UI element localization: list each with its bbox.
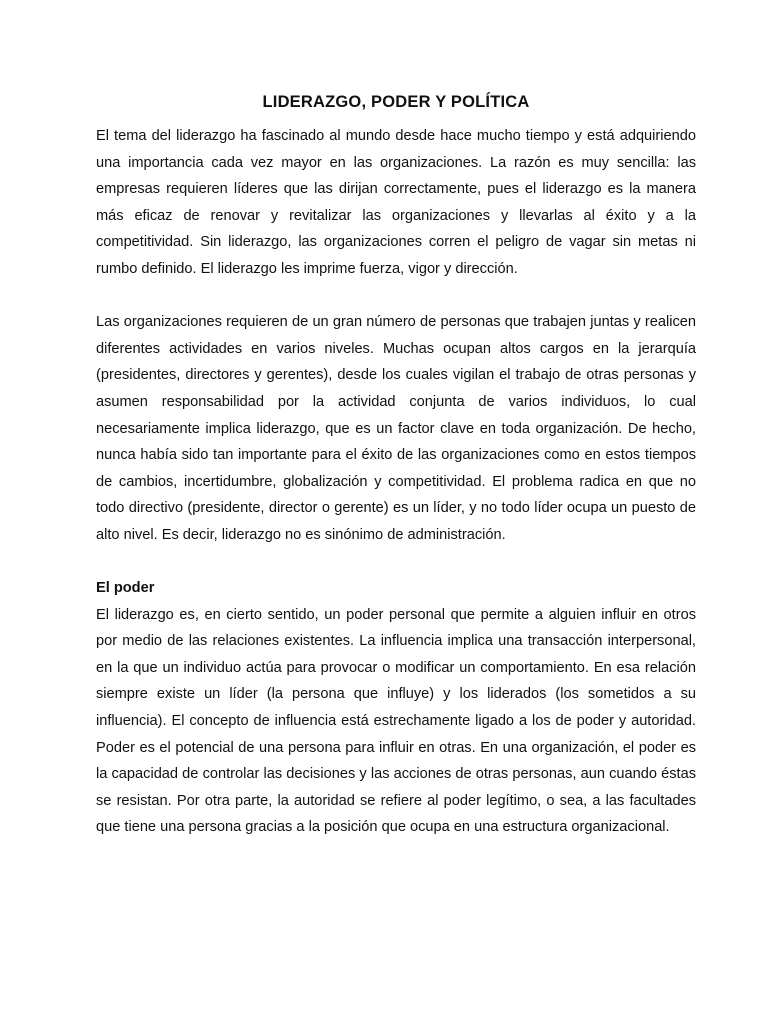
paragraph-spacer	[96, 283, 696, 310]
document-title: LIDERAZGO, PODER Y POLÍTICA	[262, 93, 530, 111]
paragraph-power: El liderazgo es, en cierto sentido, un poder personal que permite a alguien influir en otros por medio de las relaciones existentes. La influencia implica una transacción interpersonal, en la que un individuo actúa para provocar o modificar un comportamiento. En esa relación siempre existe un líder (la persona que influye) y los liderados (los sometidos a su influencia). El concepto de influencia está estrechamente ligado a los de poder y autoridad. Poder es el potencial de una persona para influir en otras. En una organización, el poder es la capacidad de controlar las decisiones y las acciones de otras personas, aun cuando éstas se resistan. Por otra parte, la autoridad se refiere al poder legítimo, o sea, a las facultades que tiene una persona gracias a la posición que ocupa en una estructura organizacional.	[96, 606, 696, 836]
section-heading-power: El poder	[96, 580, 155, 597]
paragraph-spacer	[96, 549, 696, 576]
paragraph-intro: El tema del liderazgo ha fascinado al mundo desde hace mucho tiempo y está adquiriendo una importancia cada vez mayor en las organizaciones. La razón es muy sencilla: las empresas requieren líderes que las dirijan correctamente, pues el liderazgo es la manera más eficaz de renovar y revitalizar las organizaciones y llevarlas al éxito y a la competitividad. Sin liderazgo, las organizaciones corren el peligro de vagar sin metas ni rumbo definido. El liderazgo les imprime fuerza, vigor y dirección.	[96, 128, 696, 277]
paragraph-organizations: Las organizaciones requieren de un gran número de personas que trabajen juntas y realicen diferentes actividades en varios niveles. Muchas ocupan altos cargos en la jerarquía (presidentes, directores y gerentes), desde los cuales vigilan el trabajo de otras personas y asumen responsabilidad por la actividad conjunta de varios individuos, lo cual necesariamente implica liderazgo, que es un factor clave en toda organización. De hecho, nunca había sido tan importante para el éxito de las organizaciones como en estos tiempos de cambios, incertidumbre, globalización y competitividad. El problema radica en que no todo directivo (presidente, director o gerente) es un líder, y no todo líder ocupa un puesto de alto nivel. Es decir, liderazgo no es sinónimo de administración.	[96, 314, 696, 543]
